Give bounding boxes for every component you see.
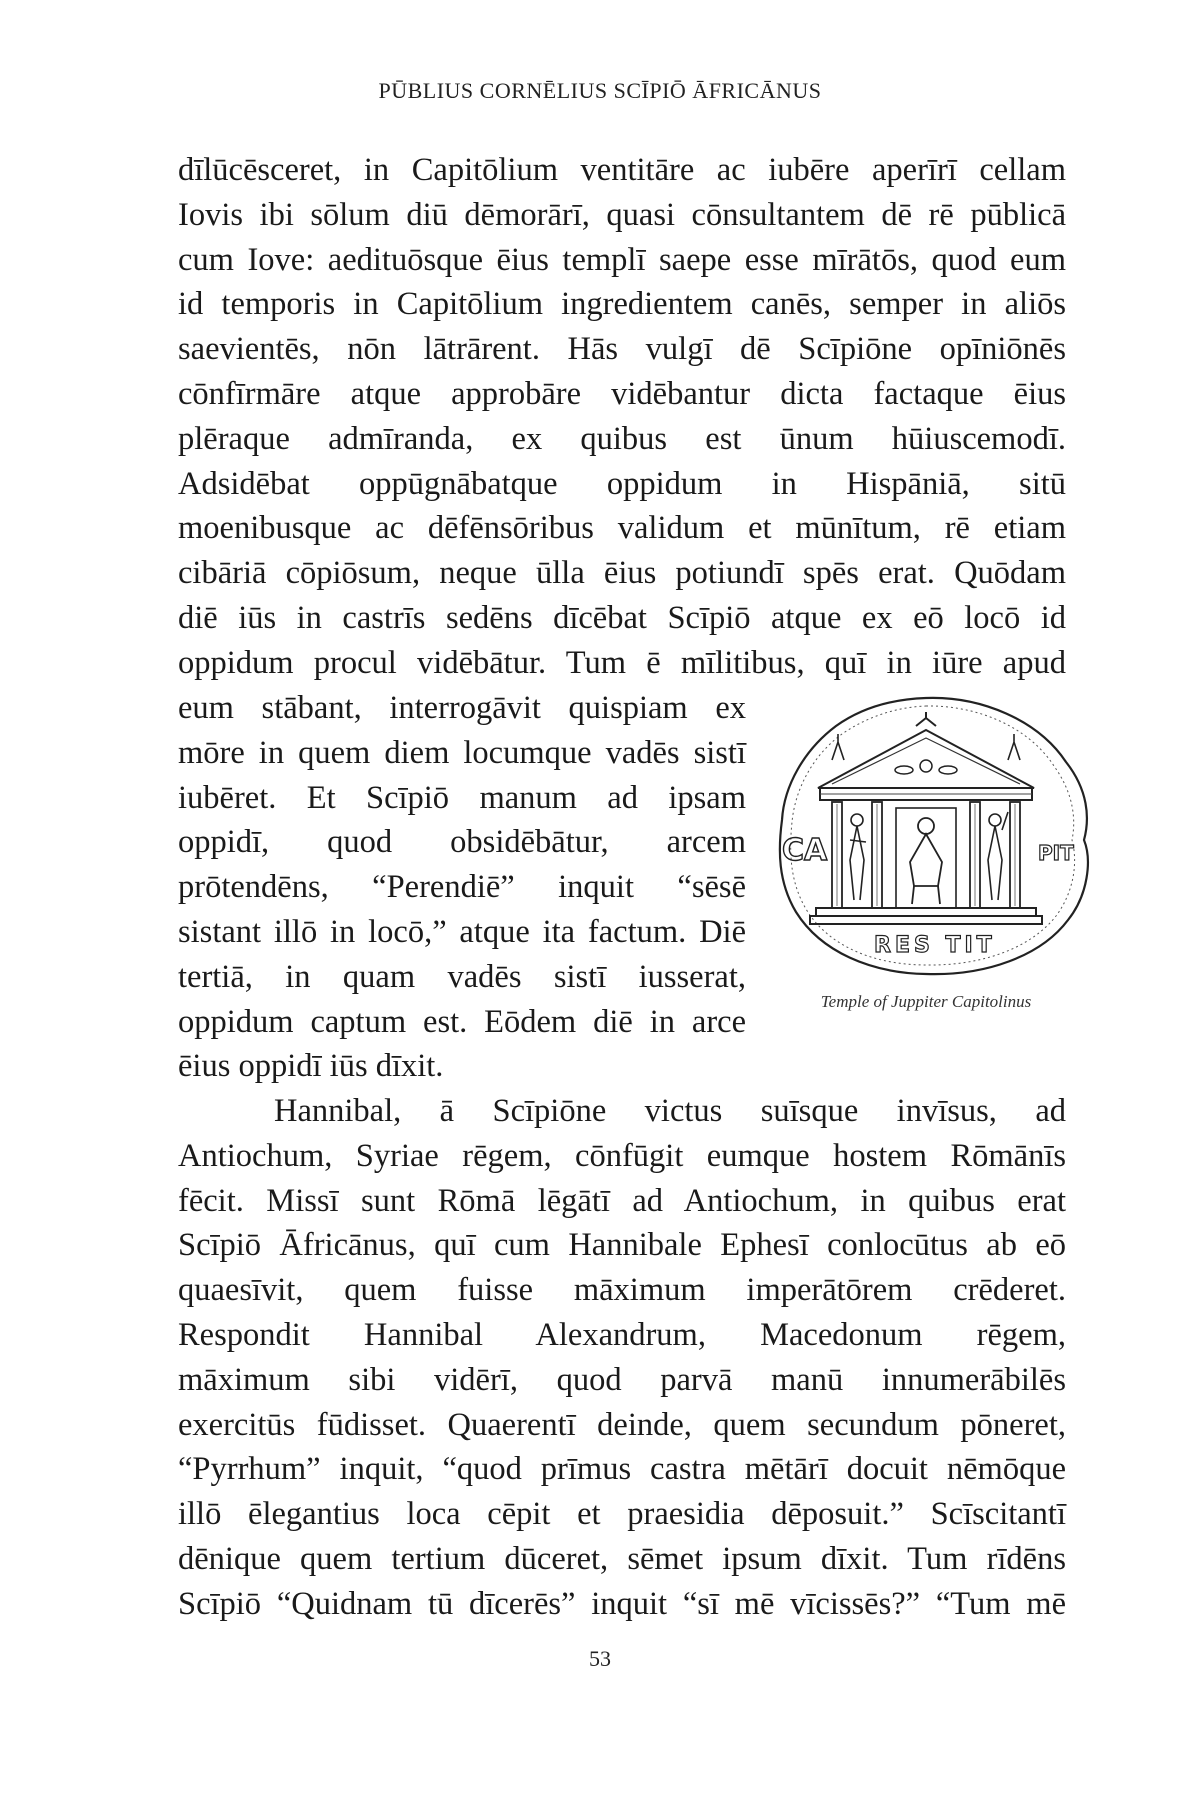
text-line: iubēret. Et Scīpiō manum ad ipsam [178, 779, 746, 816]
text-line: cōnfīrmāre atque approbāre vidēbantur dicta factaque ēius [178, 375, 1066, 412]
text-line: Antiochum, Syriae rēgem, cōnfūgit eumque hostem Rōmānīs [178, 1137, 1066, 1174]
text-line: oppidum procul vidēbātur. Tum ē mīlitibus, quī in iūre apud [178, 644, 1066, 681]
running-head: PŪBLIUS CORNĒLIUS SCĪPIŌ ĀFRICĀNUS [378, 78, 822, 103]
text-line: dīlūcēsceret, in Capitōlium ventitāre ac iubēre aperīrī cellam [178, 152, 1066, 188]
text-line: moenibusque ac dēfēnsōribus validum et mūnītum, rē etiam [178, 510, 1066, 547]
text-line: māximum sibi vidērī, quod parvā manū innumerābilēs [178, 1361, 1066, 1398]
text-line: cum Iove: aedituōsque ēius templī saepe esse mīrātōs, quod eum [178, 241, 1066, 278]
text-line: ēius oppidī iūs dīxit. [178, 1048, 444, 1085]
text-line: Iovis ibi sōlum diū dēmorārī, quasi cōnsultantem dē rē pūblicā [178, 196, 1066, 233]
text-line: plēraque admīranda, ex quibus est ūnum hūiuscemodī. [178, 420, 1066, 457]
coin-illustration [776, 690, 1094, 980]
paragraph-2 [178, 1089, 1066, 1627]
text-line: illō ēlegantius loca cēpit et praesidia dēposuit.” Scīscitantī [178, 1496, 1066, 1533]
text-line: Adsidēbat oppūgnābatque oppidum in Hispāniā, sitū [178, 465, 1066, 502]
text-line: sistant illō in locō,” atque ita factum. Diē [178, 913, 746, 950]
text-line: eum stābant, interrogāvit quispiam ex [178, 690, 746, 726]
text-line: diē iūs in castrīs sedēns dīcēbat Scīpiō atque ex eō locō id [178, 599, 1066, 636]
text-line: saevientēs, nōn lātrārent. Hās vulgī dē Scīpiōne opīniōnēs [178, 331, 1066, 368]
temple-coin-drawing [776, 690, 1094, 980]
paragraph-1 [178, 148, 1066, 686]
text-line: fēcit. Missī sunt Rōmā lēgātī ad Antiochum, in quibus erat [178, 1182, 1066, 1219]
text-line: prōtendēns, “Perendiē” inquit “sēsē [178, 869, 746, 906]
text-line: id temporis in Capitōlium ingredientem canēs, semper in aliōs [178, 286, 1066, 323]
page-number: 53 [589, 1646, 611, 1671]
text-line: cibāriā cōpiōsum, neque ūlla ēius potiundī spēs erat. Quōdam [178, 555, 1066, 592]
coin-legend-bottom: RES TIT [874, 933, 996, 958]
text-line: dēnique quem tertium dūceret, sēmet ipsum dīxit. Tum rīdēns [178, 1540, 1066, 1577]
text-line: Scīpiō “Quidnam tū dīcerēs” inquit “sī mē vīcissēs?” “Tum mē [178, 1585, 1066, 1622]
text-line: “Pyrrhum” inquit, “quod prīmus castra mētārī docuit nēmōque [178, 1451, 1066, 1488]
text-line: mōre in quem diem locumque vadēs sistī [178, 734, 746, 771]
text-line: Scīpiō Āfricānus, quī cum Hannibale Ephesī conlocūtus ab eō [178, 1227, 1066, 1264]
text-line: Respondit Hannibal Alexandrum, Macedonum rēgem, [178, 1316, 1066, 1353]
text-line: tertiā, in quam vadēs sistī iusserat, [178, 958, 746, 995]
coin-legend-right: PIT [1038, 841, 1074, 865]
figure-caption: Temple of Juppiter Capitolinus [820, 992, 1032, 1011]
text-line: oppidum captum est. Eōdem diē in arce [178, 1003, 746, 1040]
text-line: Hannibal, ā Scīpiōne victus suīsque invīsus, ad [274, 1093, 1066, 1129]
text-line: oppidī, quod obsidēbātur, arcem [178, 824, 746, 861]
coin-legend-left: CA [782, 833, 828, 868]
text-line: exercitūs fūdisset. Quaerentī deinde, quem secundum pōneret, [178, 1406, 1066, 1443]
text-line: quaesīvit, quem fuisse māximum imperātōrem crēderet. [178, 1272, 1066, 1309]
